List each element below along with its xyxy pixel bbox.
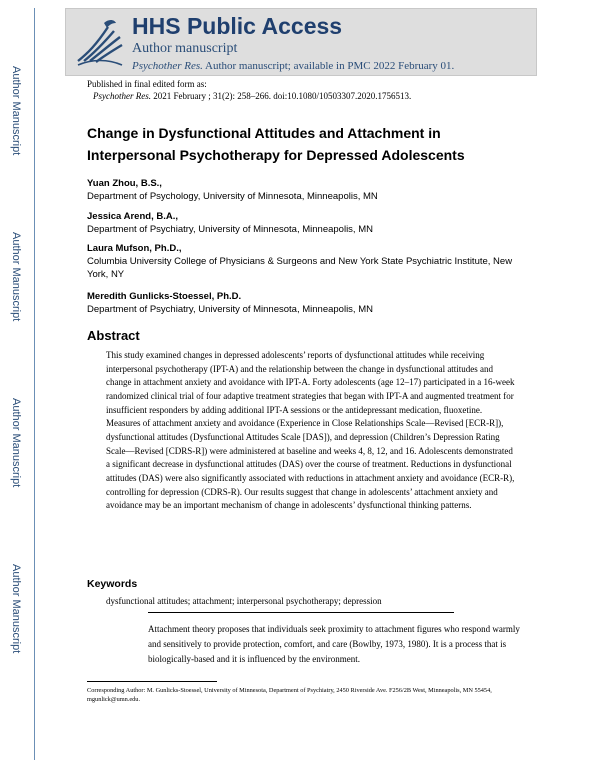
footnote: Corresponding Author: M. Gunlicks-Stoessel, University of Minnesota, Department of Psychiatry, 2450 Riverside Ave. F256/2B West, Minneapolis, MN 55454, mgunlick@umn.edu.: [87, 687, 492, 703]
author-affiliation: Department of Psychiatry, University of Minnesota, Minneapolis, MN: [87, 304, 373, 315]
margin-label: Author Manuscript: [10, 66, 22, 156]
banner-citation: Psychother Res. Author manuscript; available in PMC 2022 February 01.: [132, 60, 455, 72]
article-title: Change in Dysfunctional Attitudes and Attachment in Interpersonal Psychotherapy for Depressed Adolescents: [87, 125, 465, 163]
author-block: [87, 210, 373, 236]
section-divider: [148, 612, 454, 613]
author-name: Laura Mufson, Ph.D.,: [87, 243, 182, 254]
banner-subtitle: Author manuscript: [132, 41, 238, 56]
abstract-heading: Abstract: [87, 328, 140, 343]
author-affiliation: Department of Psychology, University of Minnesota, Minneapolis, MN: [87, 191, 378, 202]
publication-label: Published in final edited form as:: [87, 79, 207, 89]
hhs-banner: [65, 8, 537, 76]
footnote-rule: [87, 681, 217, 682]
hhs-eagle-logo-icon: [74, 15, 126, 69]
author-block: [87, 242, 527, 281]
publication-citation: Psychother Res. 2021 February ; 31(2): 258–266. doi:10.1080/10503307.2020.1756513.: [93, 91, 412, 101]
author-affiliation: Department of Psychiatry, University of Minnesota, Minneapolis, MN: [87, 224, 373, 235]
author-name: Jessica Arend, B.A.,: [87, 211, 178, 222]
margin-label: Author Manuscript: [10, 232, 22, 322]
margin-rule: [34, 8, 35, 760]
author-block: [87, 177, 378, 203]
intro-paragraph: Attachment theory proposes that individuals seek proximity to attachment figures who respond warmly and sensitively to provide protection, comfort, and care (Bowlby, 1973, 1980). It is a process that is biologically-based and it is influenced by the environment.: [148, 624, 520, 664]
banner-title: HHS Public Access: [132, 13, 343, 39]
abstract-text: This study examined changes in depressed adolescents’ reports of dysfunctional attitudes while receiving interpersonal psychotherapy (IPT-A) and the relationship between the change in dysfunctional attitudes and change in attachment anxiety and avoidance with IPT-A. Forty adolescents (age 12–17) participated in a 16-week randomized clinical trial of four adaptive treatment strategies that began with IPT-A and augmented treatment for insufficient responders by adding additional IPT-A sessions or the antidepressant medication, fluoxetine. Measures of attachment anxiety and avoidance (Experience in Close Relationships Scale—Revised [ECR-R]), dysfunctional attitudes (Dysfunctional Attitudes Scale [DAS]), and depression (Children’s Depression Rating Scale—Revised [CDRS-R]) were administered at baseline and weeks 4, 8, 12, and 16. Adolescents demonstrated a significant decrease in dysfunctional attitudes (DAS) over the course of treatment. Reductions in dysfunctional attitudes (DAS) were also significantly associated with reductions in attachment anxiety and avoidance (ECR-R), controlling for depression (CDRS-R). Our results suggest that change in adolescents’ attachment anxiety and avoidance may be an important mechanism of change in adolescents’ dysfunctional thinking patterns.: [106, 350, 515, 511]
author-name: Yuan Zhou, B.S.,: [87, 178, 162, 189]
margin-label: Author Manuscript: [10, 398, 22, 488]
author-affiliation: Columbia University College of Physicians & Surgeons and New York State Psychiatric Institute, New York, NY: [87, 256, 513, 280]
keywords-text: dysfunctional attitudes; attachment; interpersonal psychotherapy; depression: [106, 596, 382, 606]
keywords-heading: Keywords: [87, 578, 138, 590]
author-block: [87, 290, 373, 316]
margin-label: Author Manuscript: [10, 564, 22, 654]
publication-info: [87, 78, 411, 102]
author-name: Meredith Gunlicks-Stoessel, Ph.D.: [87, 291, 242, 302]
